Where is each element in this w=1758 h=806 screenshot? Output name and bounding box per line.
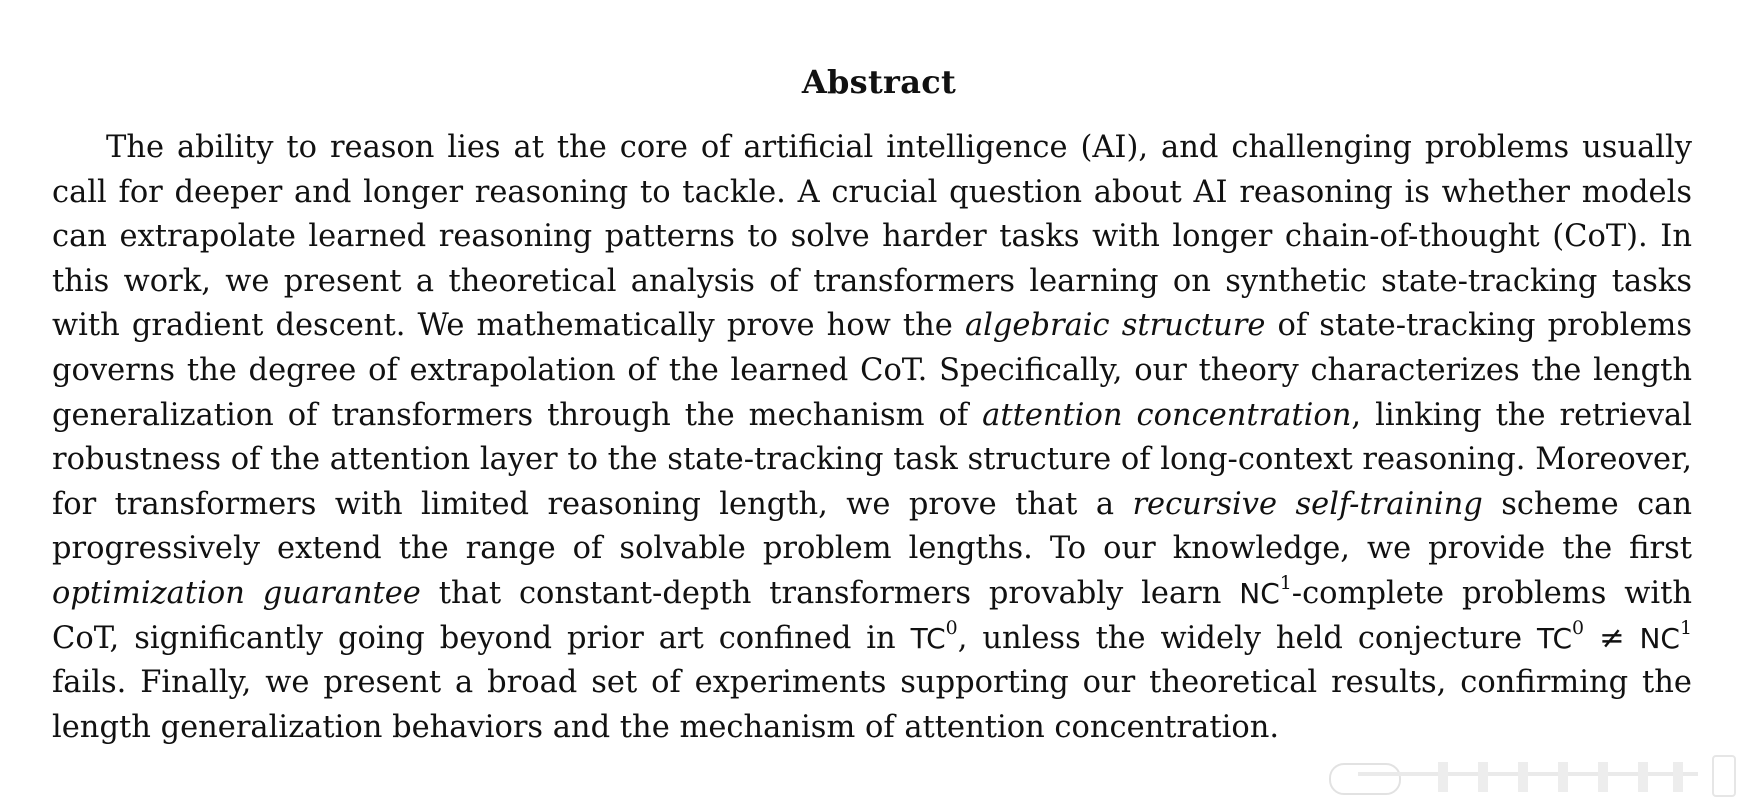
superscript: 1: [1279, 571, 1292, 594]
emphasis-recursive-self-training: recursive self-training: [1132, 486, 1483, 522]
abstract-text: fails. Finally, we present a broad set of experiments supporting our theoretical results, confirming the length generalization behaviors and the mechanism of attention concentration.: [52, 665, 1692, 745]
abstract-text: that constant-depth transformers provably learn: [420, 575, 1240, 611]
emphasis-algebraic-structure: algebraic structure: [964, 308, 1266, 344]
superscript: 0: [945, 616, 958, 639]
watermark-logo: [1328, 754, 1748, 800]
abstract-text: , unless the widely held conjecture: [957, 620, 1537, 656]
emphasis-attention-concentration: attention concentration: [982, 397, 1352, 433]
abstract-text: scheme can progressively extend the range of solvable problem lengths. To our knowledge, we provide the first: [52, 486, 1692, 567]
superscript: 0: [1572, 616, 1585, 639]
abstract-text: The ability to reason lies at the core of artificial intelligence (AI), and challenging problems usually call for deeper and longer reasoning to tackle. A crucial question about AI reasoning is whether models can extrapolate learned reasoning patterns to solve harder tasks with longer chain-of-thought (CoT). In this work, we present a theoretical analysis of transformers learning on synthetic state-tracking tasks with gradient descent. We mathematically prove how the: [52, 130, 1692, 344]
abstract-text: , linking the retrieval robustness of the attention layer to the state-tracking task structure of long-context reasoning. Moreover, for transformers with limited reasoning length, we prove that a: [52, 397, 1692, 522]
abstract-paragraph: [52, 126, 1692, 750]
superscript: 1: [1679, 616, 1693, 639]
abstract-text: -complete problems with CoT, significantly going beyond prior art confined in: [52, 575, 1693, 656]
abstract-text: of state-tracking problems governs the degree of extrapolation of the learned CoT. Specifically, our theory characterizes the length generalization of transformers through the mechanism of: [52, 308, 1692, 433]
not-equal-symbol: ≠: [1584, 620, 1640, 656]
complexity-class-nc: NC: [1639, 621, 1680, 655]
complexity-class-tc: TC: [910, 621, 946, 655]
emphasis-optimization-guarantee: optimization guarantee: [52, 575, 421, 611]
complexity-class-tc: TC: [1536, 621, 1572, 655]
complexity-class-nc: NC: [1239, 576, 1280, 610]
abstract-heading: Abstract: [801, 63, 957, 101]
